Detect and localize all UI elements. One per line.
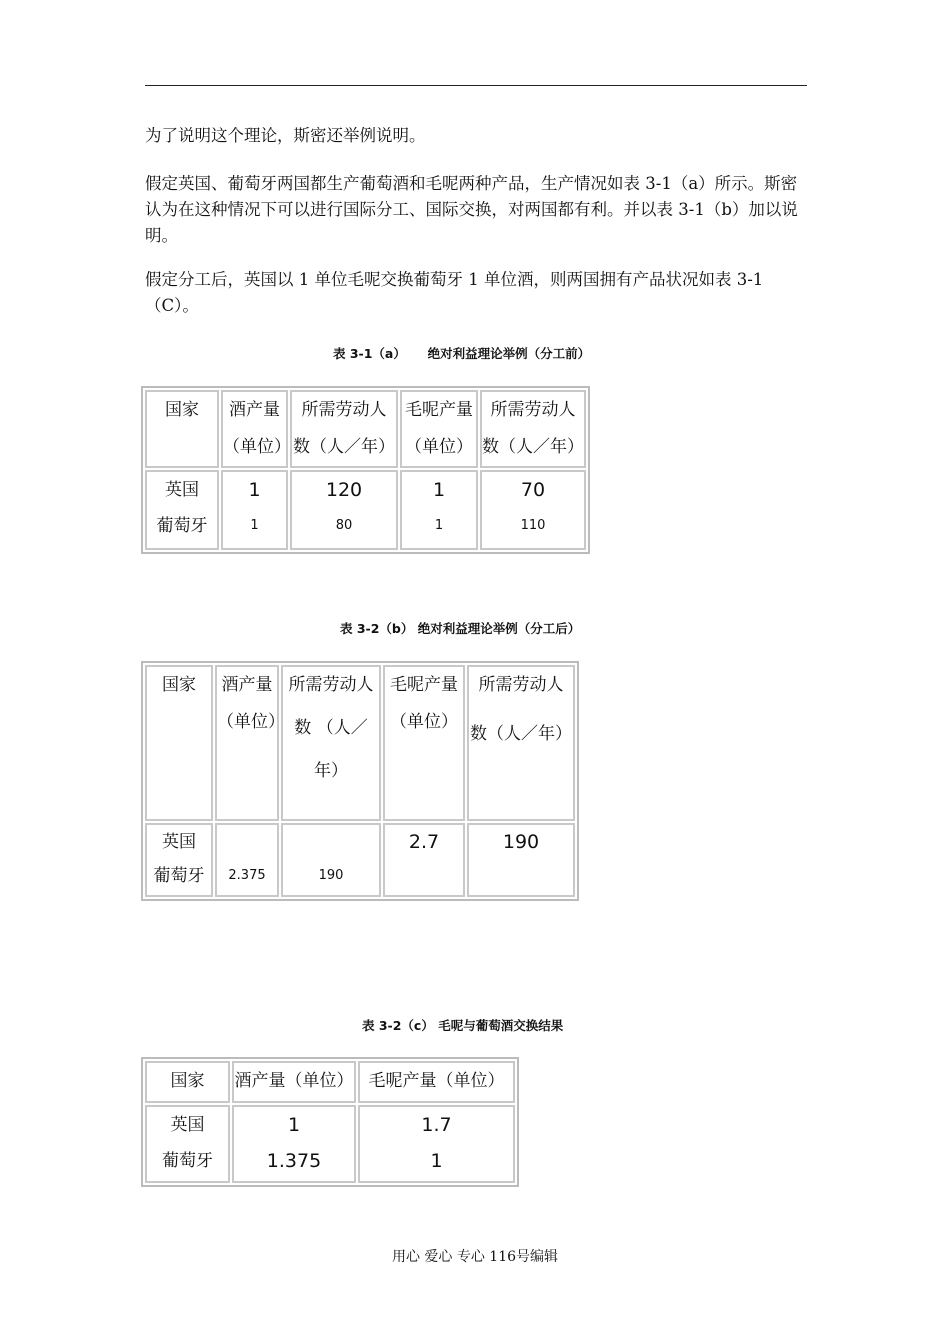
table-c-header-row — [145, 1061, 515, 1103]
table-row — [145, 823, 575, 897]
cloth-output-cell: 1 1 — [400, 470, 478, 550]
table-b-header-row — [145, 665, 575, 821]
header-country: 国家 — [145, 390, 219, 468]
paragraph-1: 为了说明这个理论，斯密还举例说明。 — [145, 126, 426, 145]
header-wine-labor: 所需劳动人 数（人／年） — [290, 390, 398, 468]
wine-output-cell: 1 1.375 — [232, 1105, 356, 1183]
table-c — [141, 1057, 519, 1187]
paragraph-2: 假定英国、葡萄牙两国都生产葡萄酒和毛呢两种产品，生产情况如表 3-1（a）所示。斯密认为在这种情况下可以进行国际分工、国际交换，对两国都有利。并以表 3-1（b）加以说明。 — [145, 174, 798, 245]
header-wine-output: 酒产量 （单位） — [215, 665, 279, 821]
country-cell: 英国 葡萄牙 — [145, 823, 213, 897]
header-wine-output: 酒产量（单位） — [232, 1061, 356, 1103]
wine-output-cell: 2.375 — [215, 823, 279, 897]
table-b-caption: 表 3-2（b） 绝对利益理论举例（分工后） — [340, 621, 581, 636]
header-cloth-labor: 所需劳动人 数（人／年） — [467, 665, 575, 821]
header-rule — [145, 85, 807, 86]
cloth-labor-cell: 190 — [467, 823, 575, 897]
cloth-output-cell: 1.7 1 — [358, 1105, 515, 1183]
header-cloth-output: 毛呢产量 （单位） — [383, 665, 465, 821]
cloth-output-cell: 2.7 — [383, 823, 465, 897]
header-country: 国家 — [145, 665, 213, 821]
header-country: 国家 — [145, 1061, 230, 1103]
table-row — [145, 470, 586, 550]
wine-output-cell: 1 1 — [221, 470, 288, 550]
wine-labor-cell: 120 80 — [290, 470, 398, 550]
table-b — [141, 661, 579, 901]
header-cloth-output: 毛呢产量 （单位） — [400, 390, 478, 468]
country-cell: 英国 葡萄牙 — [145, 470, 219, 550]
header-cloth-output: 毛呢产量（单位） — [358, 1061, 515, 1103]
table-a-caption: 表 3-1（a） 绝对利益理论举例（分工前） — [333, 346, 591, 361]
page-footer: 用心 爱心 专心 116号编辑 — [391, 1249, 559, 1265]
country-cell: 英国 葡萄牙 — [145, 1105, 230, 1183]
header-wine-output: 酒产量 （单位） — [221, 390, 288, 468]
header-wine-labor: 所需劳动人 数 （人／ 年） — [281, 665, 381, 821]
header-cloth-labor: 所需劳动人 数（人／年） — [480, 390, 586, 468]
table-a — [141, 386, 590, 554]
table-a-header-row — [145, 390, 586, 468]
paragraph-3: 假定分工后，英国以 1 单位毛呢交换葡萄牙 1 单位酒，则两国拥有产品状况如表 3-1（C）。 — [145, 270, 764, 315]
cloth-labor-cell: 70 110 — [480, 470, 586, 550]
table-c-caption: 表 3-2（c） 毛呢与葡萄酒交换结果 — [362, 1018, 564, 1033]
table-row — [145, 1105, 515, 1183]
wine-labor-cell: 190 — [281, 823, 381, 897]
